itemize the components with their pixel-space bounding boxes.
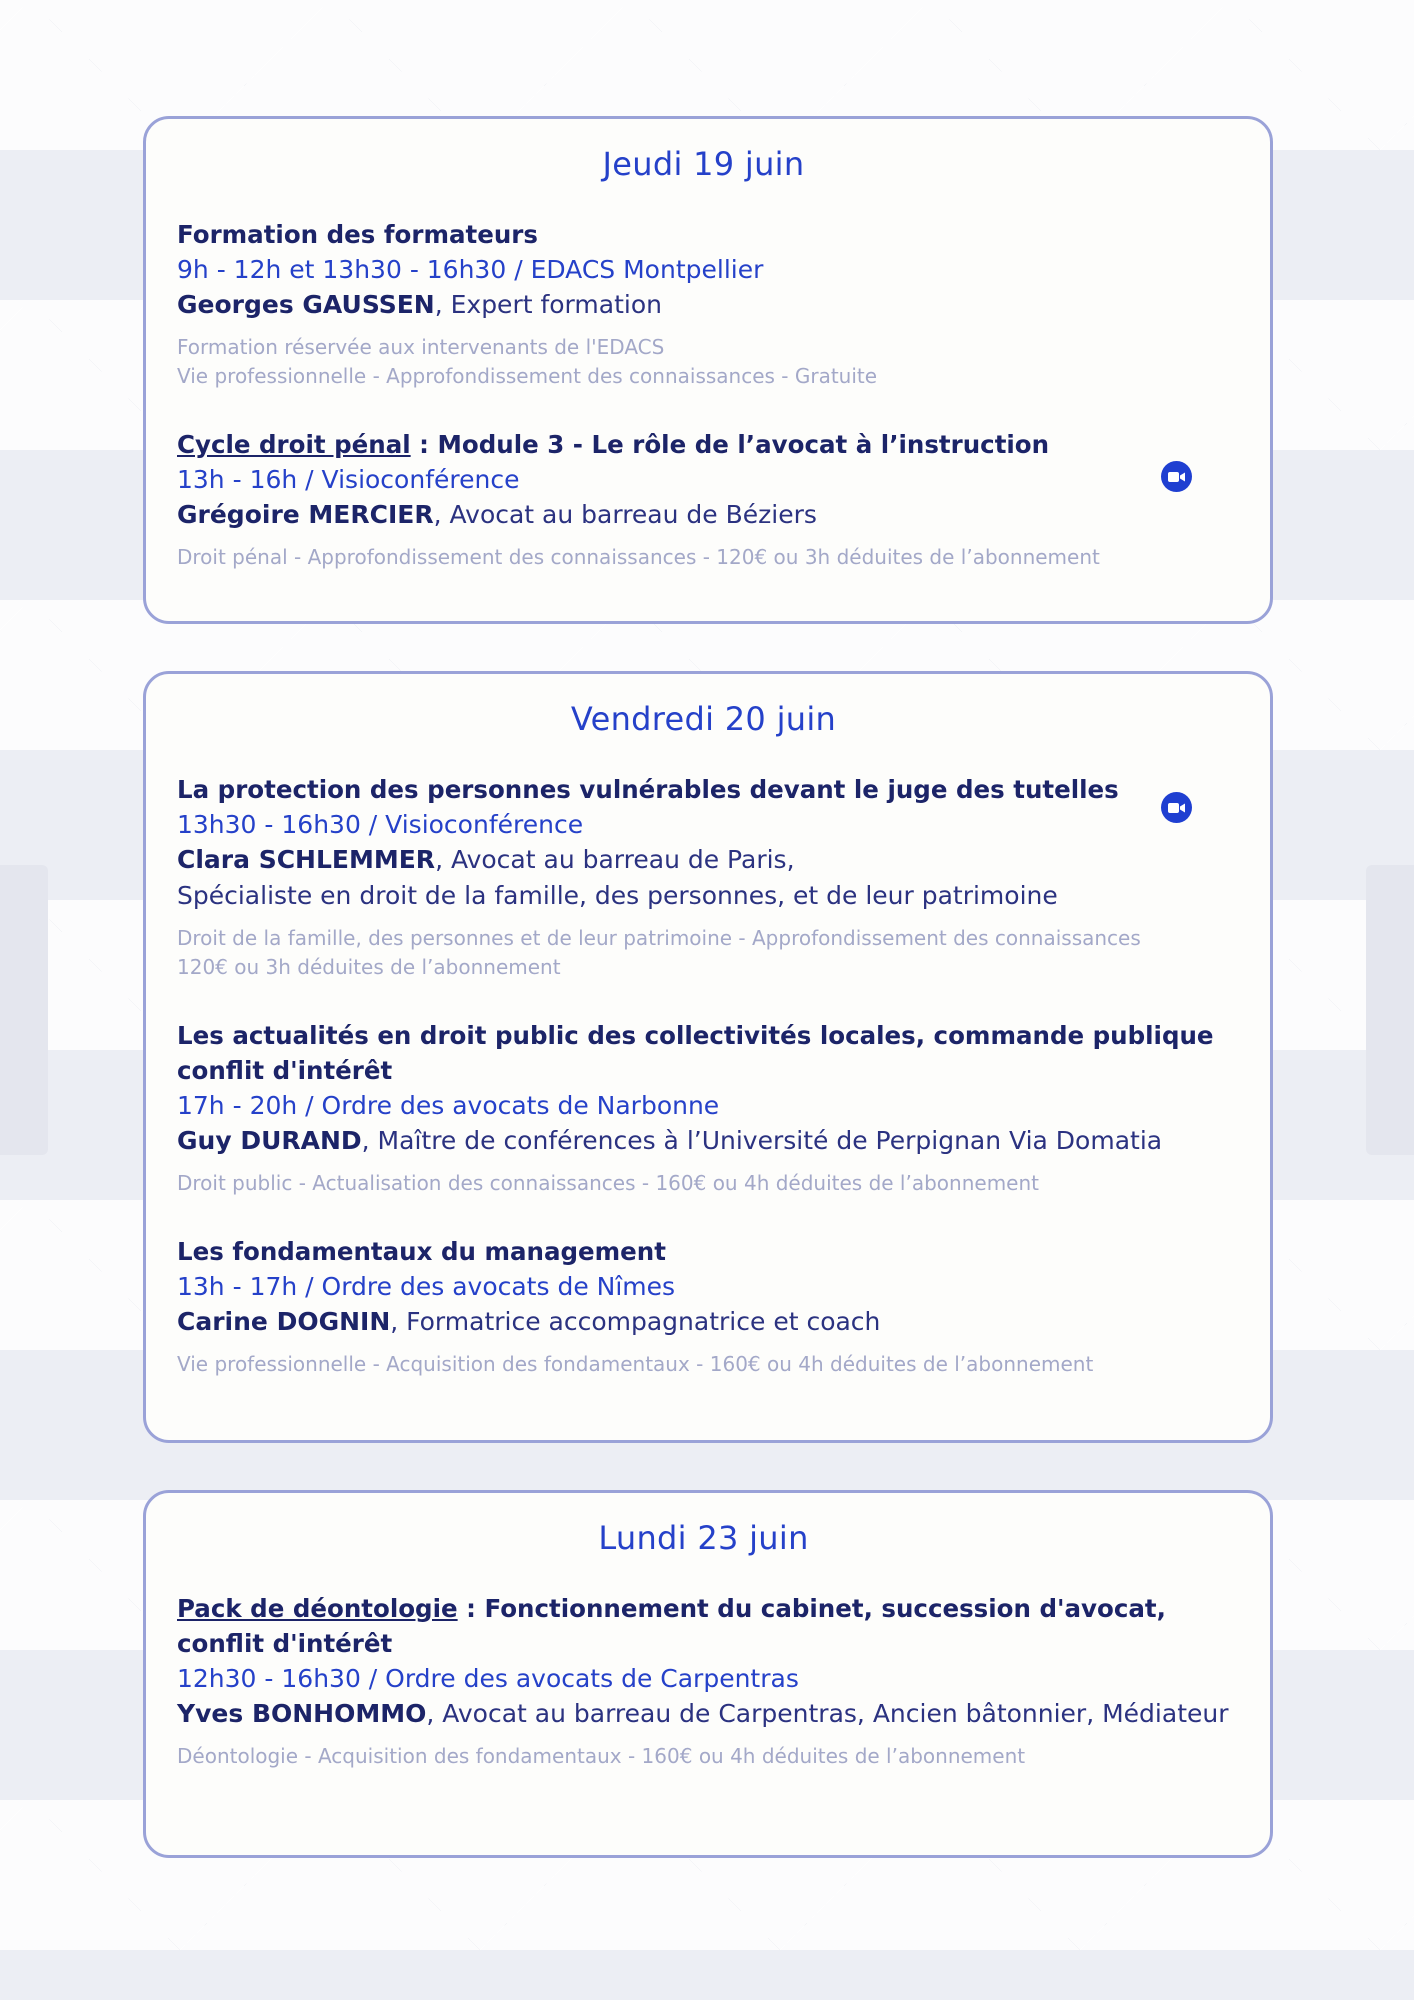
speaker-role: , Avocat au barreau de Carpentras, Ancien bâtonnier, Médiateur: [426, 1699, 1229, 1728]
event-title-text: Module 3 - Le rôle de l’avocat à l’instruction: [437, 430, 1050, 459]
speaker-role: , Formatrice accompagnatrice et coach: [390, 1307, 881, 1336]
event-title-sep: :: [457, 1594, 485, 1623]
event-title: [177, 1018, 1230, 1088]
event-meta-line: Droit public - Actualisation des connaissances - 160€ ou 4h déduites de l’abonnement: [177, 1171, 1039, 1195]
event-meta-line: Vie professionnelle - Approfondissement des connaissances - Gratuite: [177, 364, 878, 388]
event-speaker: [177, 1304, 1230, 1340]
event-item: [177, 1018, 1230, 1198]
day-title: Lundi 23 juin: [598, 1519, 809, 1557]
event-meta-line: Formation réservée aux intervenants de l'EDACS: [177, 335, 665, 359]
event-title: [177, 772, 1230, 807]
event-speaker: [177, 1123, 1230, 1159]
speaker-role: , Maître de conférences à l’Université de Perpignan Via Domatia: [361, 1126, 1163, 1155]
speaker-name: Grégoire MERCIER: [177, 500, 434, 529]
event-title-text: Formation des formateurs: [177, 220, 538, 249]
video-camera-icon: [1161, 792, 1192, 823]
right-side-tab: [1366, 865, 1414, 1155]
event-time-place: 12h30 - 16h30 / Ordre des avocats de Carpentras: [177, 1664, 799, 1693]
event-speaker: [177, 287, 1230, 323]
event-speaker: [177, 842, 1230, 878]
speaker-role: , Avocat au barreau de Béziers: [433, 500, 817, 529]
event-title-text: La protection des personnes vulnérables devant le juge des tutelles: [177, 775, 1119, 804]
event-item: [177, 1234, 1230, 1379]
event-item: [177, 772, 1230, 982]
speaker-role: , Avocat au barreau de Paris,: [435, 845, 795, 874]
event-title-text: Fonctionnement du cabinet, succession d'avocat, conflit d'intérêt: [177, 1594, 1166, 1658]
day-title: Vendredi 20 juin: [570, 700, 837, 738]
day-card-vendredi: [143, 671, 1273, 1443]
event-meta-line: Droit pénal - Approfondissement des connaissances - 120€ ou 3h déduites de l’abonnement: [177, 545, 1100, 569]
event-title-link[interactable]: Pack de déontologie: [177, 1594, 458, 1623]
event-meta: [177, 1742, 1230, 1771]
event-meta: [177, 1350, 1230, 1379]
speaker-name: Clara SCHLEMMER: [177, 845, 436, 874]
event-title: [177, 217, 1230, 252]
event-meta-line: Droit de la famille, des personnes et de leur patrimoine - Approfondissement des connaissances: [177, 926, 1141, 950]
event-time-place: 13h30 - 16h30 / Visioconférence: [177, 810, 584, 839]
event-meta: [177, 924, 1230, 982]
event-meta-line: Déontologie - Acquisition des fondamentaux - 160€ ou 4h déduites de l’abonnement: [177, 1744, 1026, 1768]
event-speaker: [177, 497, 1230, 533]
event-title-text: Les actualités en droit public des collectivités locales, commande publique conflit d'intérêt: [177, 1021, 1214, 1085]
event-title-sep: :: [410, 430, 438, 459]
day-card-lundi: [143, 1490, 1273, 1858]
event-meta: [177, 1169, 1230, 1198]
event-time-place: 17h - 20h / Ordre des avocats de Narbonne: [177, 1091, 720, 1120]
speaker-name: Yves BONHOMMO: [177, 1699, 427, 1728]
event-time-place: 13h - 16h / Visioconférence: [177, 465, 520, 494]
event-item: [177, 217, 1230, 391]
speaker-role: , Expert formation: [434, 290, 662, 319]
speaker-name: Carine DOGNIN: [177, 1307, 391, 1336]
event-meta: [177, 333, 1230, 391]
event-title-link[interactable]: Cycle droit pénal: [177, 430, 411, 459]
event-title: [177, 1591, 1230, 1661]
event-time-place: 13h - 17h / Ordre des avocats de Nîmes: [177, 1272, 676, 1301]
video-camera-icon: [1161, 461, 1192, 492]
day-title: Jeudi 19 juin: [602, 145, 805, 183]
event-item: [177, 427, 1230, 572]
speaker-name: Georges GAUSSEN: [177, 290, 435, 319]
event-time-place: 9h - 12h et 13h30 - 16h30 / EDACS Montpellier: [177, 255, 764, 284]
event-meta-line: Vie professionnelle - Acquisition des fondamentaux - 160€ ou 4h déduites de l’abonnement: [177, 1352, 1094, 1376]
event-speaker: [177, 1696, 1230, 1732]
event-title: [177, 427, 1230, 462]
event-item: [177, 1591, 1230, 1771]
day-card-jeudi: [143, 116, 1273, 624]
event-title: [177, 1234, 1230, 1269]
left-side-tab: [0, 865, 48, 1155]
event-title-text: Les fondamentaux du management: [177, 1237, 666, 1266]
speaker-role-line2: Spécialiste en droit de la famille, des personnes, et de leur patrimoine: [177, 881, 1058, 910]
event-meta-line: 120€ ou 3h déduites de l’abonnement: [177, 955, 561, 979]
event-meta: [177, 543, 1230, 572]
speaker-name: Guy DURAND: [177, 1126, 362, 1155]
